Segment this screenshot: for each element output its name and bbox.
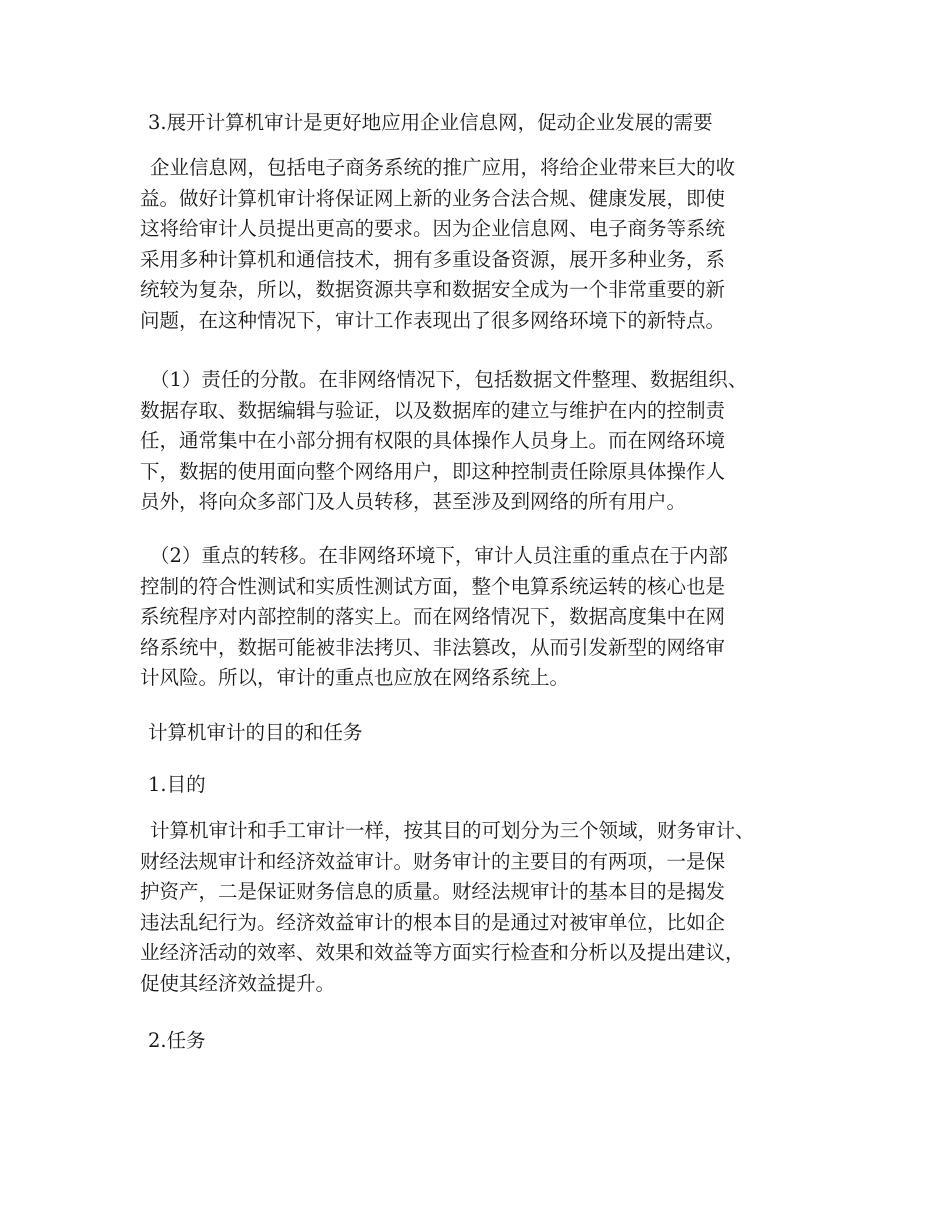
paragraph-enterprise-network — [140, 153, 830, 337]
text-line: 财经法规审计和经济效益审计。财务审计的主要目的有两项，一是保 — [140, 849, 726, 873]
paragraph-responsibility — [140, 365, 830, 518]
text-line: 控制的符合性测试和实质性测试方面，整个电算系统运转的核心也是 — [140, 574, 726, 598]
text-line: 这将给审计人员提出更高的要求。因为企业信息网、电子商务等系统 — [140, 217, 726, 241]
text-line: （2）重点的转移。在非网络环境下，审计人员注重的重点在于内部 — [150, 544, 728, 567]
text-line: 益。做好计算机审计将保证网上新的业务合法合规、健康发展，即使 — [140, 186, 726, 210]
text-line: 违法乱纪行为。经济效益审计的根本目的是通过对被审单位，比如企 — [140, 910, 726, 934]
text-line: 护资产，二是保证财务信息的质量。财经法规审计的基本目的是揭发 — [140, 880, 726, 904]
heading-purpose: 1.目的 — [148, 773, 206, 796]
heading-task: 2.任务 — [148, 1029, 206, 1052]
text-line: 计算机审计和手工审计一样，按其目的可划分为三个领域，财务审计、 — [150, 819, 755, 842]
text-line: 促使其经济效益提升。 — [140, 971, 336, 995]
text-line: 统较为复杂，所以，数据资源共享和数据安全成为一个非常重要的新 — [140, 278, 726, 302]
text-line: 下，数据的使用面向整个网络用户，即这种控制责任除原具体操作人 — [140, 459, 726, 483]
text-line: 数据存取、数据编辑与验证，以及数据库的建立与维护在内的控制责 — [140, 398, 726, 422]
section-title: 计算机审计的目的和任务 — [148, 721, 363, 744]
text-line: 员外，将向众多部门及人员转移，甚至涉及到网络的所有用户。 — [140, 490, 687, 514]
text-line: 业经济活动的效率、效果和效益等方面实行检查和分析以及提出建议， — [140, 941, 745, 965]
text-line: 问题，在这种情况下，审计工作表现出了很多网络环境下的新特点。 — [140, 308, 726, 332]
text-line: 系统程序对内部控制的落实上。而在网络情况下，数据高度集中在网 — [140, 605, 726, 629]
heading-enterprise-network: 3.展开计算机审计是更好地应用企业信息网，促动企业发展的需要 — [148, 111, 713, 134]
paragraph-focus-shift — [140, 541, 830, 694]
text-line: 企业信息网，包括电子商务系统的推广应用，将给企业带来巨大的收 — [150, 156, 736, 179]
text-line: 络系统中，数据可能被非法拷贝、非法篡改，从而引发新型的网络审 — [140, 635, 726, 659]
text-line: 采用多种计算机和通信技术，拥有多重设备资源，展开多种业务，系 — [140, 247, 726, 271]
paragraph-purpose — [140, 816, 830, 1000]
text-line: （1）责任的分散。在非网络情况下，包括数据文件整理、数据组织、 — [150, 368, 748, 391]
text-line: 计风险。所以，审计的重点也应放在网络系统上。 — [140, 666, 570, 690]
text-line: 任，通常集中在小部分拥有权限的具体操作人员身上。而在网络环境 — [140, 429, 726, 453]
